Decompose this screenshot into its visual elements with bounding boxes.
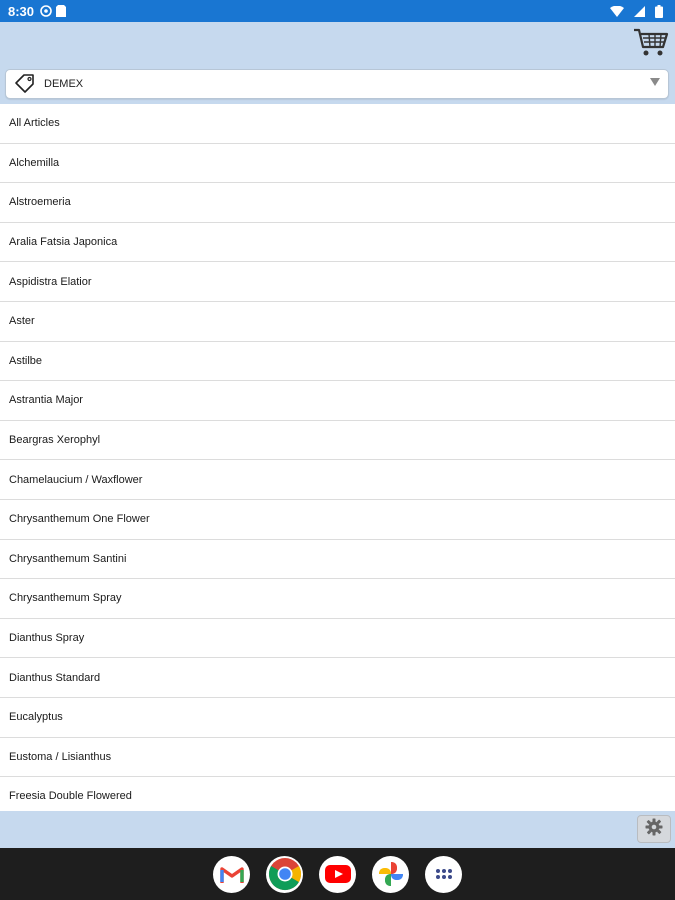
list-item[interactable]: Chrysanthemum Santini (0, 540, 675, 580)
list-item[interactable]: Eustoma / Lisianthus (0, 738, 675, 778)
list-item[interactable]: Chrysanthemum Spray (0, 579, 675, 619)
list-item[interactable]: Dianthus Standard (0, 658, 675, 698)
gmail-icon[interactable] (213, 856, 250, 893)
youtube-icon[interactable] (319, 856, 356, 893)
wifi-icon (610, 6, 624, 17)
list-item[interactable]: Astrantia Major (0, 381, 675, 421)
list-item[interactable]: Aspidistra Elatior (0, 262, 675, 302)
signal-icon (634, 6, 645, 17)
list-item[interactable]: Chamelaucium / Waxflower (0, 460, 675, 500)
selector-value: DEMEX (44, 78, 84, 90)
category-list (0, 104, 675, 811)
list-item[interactable]: Beargras Xerophyl (0, 421, 675, 461)
sd-card-icon (56, 5, 66, 17)
settings-button[interactable] (637, 815, 671, 843)
status-bar (0, 0, 675, 22)
list-item[interactable]: Astilbe (0, 342, 675, 382)
status-time: 8:30 (8, 3, 35, 19)
list-item[interactable]: Eucalyptus (0, 698, 675, 738)
list-item[interactable]: Alchemilla (0, 144, 675, 184)
chrome-icon[interactable] (266, 856, 303, 893)
app-drawer-icon[interactable] (425, 856, 462, 893)
shopping-cart-icon (633, 27, 669, 62)
battery-icon (655, 5, 663, 18)
list-item[interactable]: Dianthus Spray (0, 619, 675, 659)
cart-button[interactable] (631, 26, 671, 62)
list-item[interactable]: Freesia Double Flowered (0, 777, 675, 811)
settings-status-icon (40, 5, 52, 17)
tag-icon (14, 73, 36, 95)
bottom-toolbar (0, 811, 675, 848)
chevron-down-icon (650, 78, 660, 86)
app-dock (0, 848, 675, 900)
app-header (0, 22, 675, 104)
list-item[interactable]: Aralia Fatsia Japonica (0, 223, 675, 263)
photos-icon[interactable] (372, 856, 409, 893)
list-item[interactable]: Alstroemeria (0, 183, 675, 223)
list-item[interactable]: Chrysanthemum One Flower (0, 500, 675, 540)
list-item[interactable]: All Articles (0, 104, 675, 144)
customer-selector[interactable] (5, 69, 669, 99)
list-item[interactable]: Aster (0, 302, 675, 342)
gear-icon (645, 818, 663, 841)
